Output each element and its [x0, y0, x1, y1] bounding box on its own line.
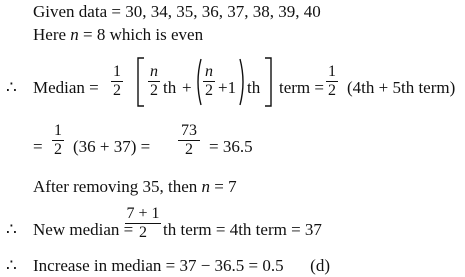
fraction-numerator: n: [205, 63, 213, 80]
new-median-label: New median =: [33, 220, 134, 239]
th-term-result: th term = 4th term = 37: [163, 220, 322, 239]
fraction-numerator: 1: [113, 63, 121, 80]
n-equals-seven: = 7: [210, 177, 237, 196]
fraction-numerator: n: [150, 63, 158, 80]
even-text: = 8 which is even: [78, 25, 204, 44]
after-removing-line: [33, 177, 237, 197]
after-removing-text: After removing 35, then: [33, 177, 202, 196]
th-suffix: th: [163, 78, 177, 97]
therefore-symbol: ∴: [6, 78, 17, 97]
n-variable: n: [70, 25, 79, 44]
here-n-line: [33, 25, 203, 45]
fraction-denominator: 2: [328, 82, 336, 99]
term-equals: term =: [279, 78, 324, 97]
seventy-three-over-two: [178, 122, 200, 159]
therefore-symbol-b: ∴: [6, 220, 17, 239]
right-square-bracket: [263, 57, 273, 107]
fraction-denominator: 2: [150, 82, 158, 99]
answer-option: (d): [310, 256, 330, 275]
sum-expression: (36 + 37) =: [73, 137, 151, 156]
given-data-line: Given data = 30, 34, 35, 36, 37, 38, 39, 40: [33, 2, 321, 21]
left-paren: [194, 58, 203, 106]
fraction-denominator: 2: [205, 82, 213, 99]
fraction-denominator: 2: [113, 82, 121, 99]
here-text: Here: [33, 25, 71, 44]
seven-plus-one-over-two: [125, 205, 161, 242]
th-suffix-b: th: [247, 78, 261, 97]
half-fraction-c: [52, 122, 64, 159]
plus-one: +1: [218, 78, 237, 97]
left-square-bracket: [136, 57, 146, 107]
median-result: = 36.5: [209, 137, 253, 156]
half-fraction-b: [326, 63, 338, 100]
increase-line: [33, 256, 330, 276]
n-over-2-fraction: [148, 63, 160, 100]
fraction-numerator: 7 + 1: [126, 205, 160, 222]
right-paren: [238, 58, 247, 106]
half-fraction: [111, 63, 123, 100]
median-label: Median =: [33, 78, 99, 97]
n-variable: n: [201, 177, 211, 196]
n-over-2-fraction-b: [203, 63, 215, 100]
fraction-denominator: 2: [178, 140, 200, 159]
fraction-numerator: 1: [54, 122, 62, 139]
equals-sign: =: [33, 137, 43, 156]
plus-sign: +: [182, 78, 192, 97]
fraction-numerator: 1: [328, 63, 336, 80]
therefore-symbol-c: ∴: [6, 256, 17, 275]
fraction-numerator: 73: [181, 122, 197, 139]
increase-text: Increase in median = 37 − 36.5 = 0.5: [33, 256, 284, 275]
fourth-fifth-term: (4th + 5th term): [347, 78, 456, 97]
fraction-denominator: 2: [54, 141, 62, 158]
fraction-denominator: 2: [125, 223, 161, 242]
